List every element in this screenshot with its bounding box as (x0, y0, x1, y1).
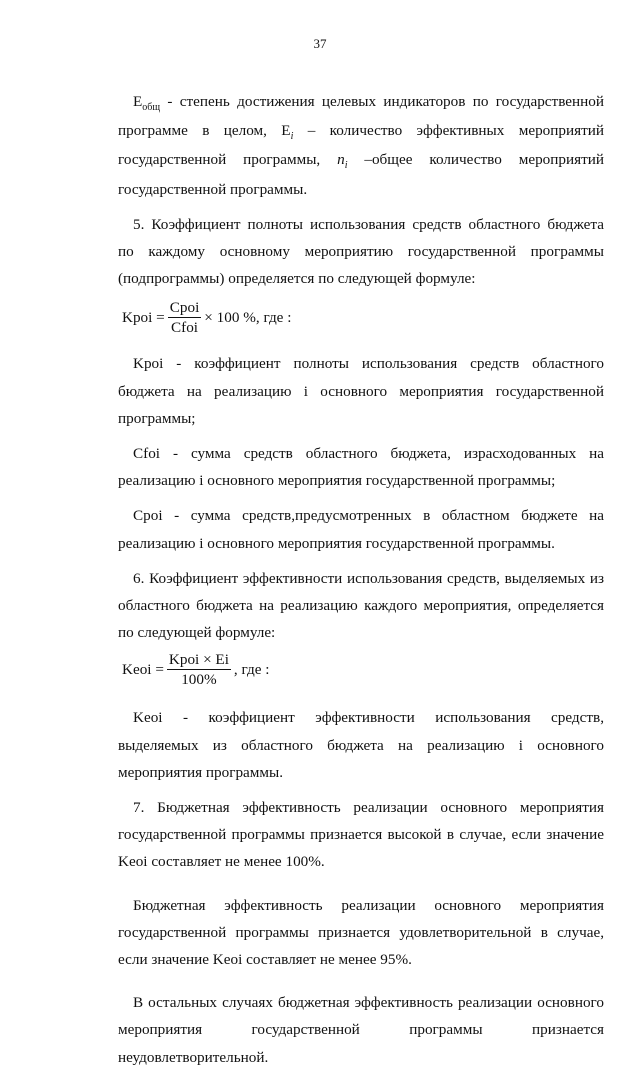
page-number: 37 (313, 36, 327, 51)
definition-text-b: – количество эффективных мероприятий государственной программы, (118, 122, 604, 169)
paragraph-keoi-definition: Keoi - коэффициент эффективности использования средств, выделяемых из областного бюджета на реализацию i основного мероприятия программы. (118, 709, 604, 781)
paragraph-satisfactory: Бюджетная эффективность реализации основного мероприятия государственной программы признается удовлетворительной в случае, если значение Keoi составляет не менее 95%. (118, 896, 604, 969)
formula-keoi-denominator: 100% (181, 670, 217, 688)
var-e-i: E (281, 122, 291, 140)
paragraph-item-5: 5. Коэффициент полноты использования средств областного бюджета по каждому основному мероприятию государственной программы (подпрограммы) определяется по следующей формуле: (118, 215, 604, 288)
definition-text-a: - степень достижения целевых индикаторов по государственной программе в целом, (118, 93, 604, 140)
paragraph-cpoi-definition: Cpoi - сумма средств,предусмотренных в областном бюджете на реализацию i основного мероприятия государственной программы. (118, 507, 604, 552)
formula-keoi-rhs: , где : (233, 660, 270, 678)
var-n-i: n (337, 151, 345, 169)
paragraph-item-7: 7. Бюджетная эффективность реализации основного мероприятия государственной программы признается высокой в случае, если значение Keoi составляет не менее 100%. (118, 799, 604, 871)
var-e-i-subscript: i (290, 131, 294, 143)
var-e-obsh-subscript: общ (142, 102, 161, 113)
paragraph-unsatisfactory: В остальных случаях бюджетная эффективность реализации основного мероприятия государственной программы признается неудовлетворительной. (118, 994, 604, 1066)
formula-kpoi-lhs: Kpoi = (122, 308, 165, 326)
paragraph-definitions (118, 88, 604, 203)
document-body (118, 88, 604, 1071)
formula-keoi (122, 646, 604, 692)
var-e-obsh: E (133, 93, 143, 110)
formula-kpoi-denominator: Cfoi (171, 318, 199, 336)
paragraph-cfoi-definition: Cfoi - сумма средств областного бюджета, израсходованных на реализацию i основного мероприятия государственной программы; (118, 445, 604, 490)
formula-kpoi-fraction (168, 299, 202, 336)
formula-kpoi-rhs: × 100 %, где : (204, 308, 292, 326)
formula-keoi-fraction (167, 651, 231, 688)
formula-kpoi (122, 294, 604, 340)
formula-kpoi-numerator: Cpoi (169, 298, 200, 316)
var-n-i-subscript: i (344, 160, 348, 172)
formula-keoi-lhs: Keoi = (122, 660, 164, 678)
formula-keoi-numerator: Kpoi × Ei (168, 650, 229, 668)
paragraph-kpoi-definition: Kpoi - коэффициент полноты использования средств областного бюджета на реализацию i основного мероприятия государственной программы; (118, 355, 604, 427)
paragraph-item-6: 6. Коэффициент эффективности использования средств, выделяемых из областного бюджета на реализацию каждого мероприятия, определяется по следующей формуле: (118, 569, 604, 642)
definition-text-c: –общее количество мероприятий государственной программы. (118, 151, 604, 198)
